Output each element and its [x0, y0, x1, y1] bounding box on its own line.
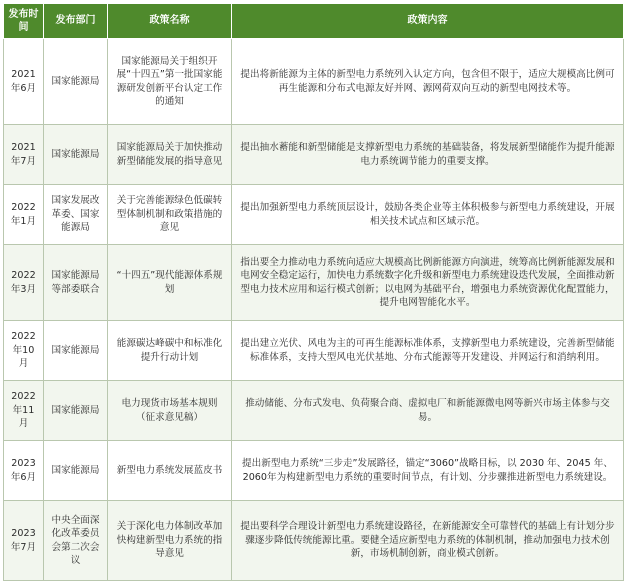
table-header-row — [4, 4, 624, 39]
cell-dept: 国家能源局 — [44, 125, 108, 185]
cell-name: 国家能源局关于组织开展“十四五”第一批国家能源研发创新平台认定工作的通知 — [108, 39, 232, 125]
table-row — [4, 321, 624, 381]
table-row — [4, 39, 624, 125]
cell-dept: 国家能源局 — [44, 39, 108, 125]
cell-date: 2022年10月 — [4, 321, 44, 381]
cell-content: 提出新型电力系统“三步走”发展路径，锚定“3060”战略目标，以 2030 年、2045 年、2060年为构建新型电力系统的重要时间节点，有计划、分步骤推进新型电力系统建设。 — [232, 441, 624, 501]
header-content: 政策内容 — [232, 4, 624, 39]
cell-content: 提出加强新型电力系统顶层设计，鼓励各类企业等主体积极参与新型电力系统建设，开展相关技术试点和区域示范。 — [232, 185, 624, 245]
cell-date: 2022年1月 — [4, 185, 44, 245]
table-row — [4, 125, 624, 185]
cell-content: 推动储能、分布式发电、负荷聚合商、虚拟电厂和新能源微电网等新兴市场主体参与交易。 — [232, 381, 624, 441]
cell-content: 提出抽水蓄能和新型储能是支撑新型电力系统的基础装备，将发展新型储能作为提升能源电力系统调节能力的重要支撑。 — [232, 125, 624, 185]
cell-date: 2022年3月 — [4, 245, 44, 321]
cell-content: 指出要全力推动电力系统向适应大规模高比例新能源方向演进，统筹高比例新能源发展和电网安全稳定运行，加快电力系统数字化升级和新型电力系统建设迭代发展，全面推动新型电力技术应用和运行模式创新；以电网为基础平台，增强电力系统资源优化配置能力，提升电网智能化水平。 — [232, 245, 624, 321]
cell-date: 2021年6月 — [4, 39, 44, 125]
cell-dept: 国家能源局等部委联合 — [44, 245, 108, 321]
table-row — [4, 501, 624, 581]
cell-name: 电力现货市场基本规则（征求意见稿） — [108, 381, 232, 441]
cell-date: 2023年7月 — [4, 501, 44, 581]
cell-name: 能源碳达峰碳中和标准化提升行动计划 — [108, 321, 232, 381]
cell-dept: 国家能源局 — [44, 441, 108, 501]
table-row — [4, 185, 624, 245]
cell-date: 2022年11月 — [4, 381, 44, 441]
header-date: 发布时间 — [4, 4, 44, 39]
cell-content: 提出将新能源为主体的新型电力系统列入认定方向，包含但不限于，适应大规模高比例可再生能源和分布式电源友好并网、源网荷双向互动的新型电网技术等。 — [232, 39, 624, 125]
cell-content: 提出要科学合理设计新型电力系统建设路径，在新能源安全可靠替代的基础上有计划分步骤逐步降低传统能源比重。要健全适应新型电力系统的体制机制，推动加强电力技术创新，市场机制创新，商业模式创新。 — [232, 501, 624, 581]
header-name: 政策名称 — [108, 4, 232, 39]
cell-name: “十四五”现代能源体系规划 — [108, 245, 232, 321]
cell-date: 2021年7月 — [4, 125, 44, 185]
table-row — [4, 381, 624, 441]
cell-name: 关于深化电力体制改革加快构建新型电力系统的指导意见 — [108, 501, 232, 581]
table-row — [4, 245, 624, 321]
policy-table — [3, 3, 624, 581]
cell-dept: 中央全面深化改革委员会第二次会议 — [44, 501, 108, 581]
cell-name: 国家能源局关于加快推动新型储能发展的指导意见 — [108, 125, 232, 185]
cell-name: 关于完善能源绿色低碳转型体制机制和政策措施的意见 — [108, 185, 232, 245]
cell-content: 提出建立光伏、风电为主的可再生能源标准体系，支撑新型电力系统建设，完善新型储能标准体系，支持大型风电光伏基地、分布式能源等开发建设、并网运行和消纳利用。 — [232, 321, 624, 381]
cell-date: 2023年6月 — [4, 441, 44, 501]
cell-name: 新型电力系统发展蓝皮书 — [108, 441, 232, 501]
cell-dept: 国家能源局 — [44, 321, 108, 381]
policy-table-container — [3, 3, 623, 581]
header-dept: 发布部门 — [44, 4, 108, 39]
table-row — [4, 441, 624, 501]
cell-dept: 国家发展改革委、国家能源局 — [44, 185, 108, 245]
cell-dept: 国家能源局 — [44, 381, 108, 441]
